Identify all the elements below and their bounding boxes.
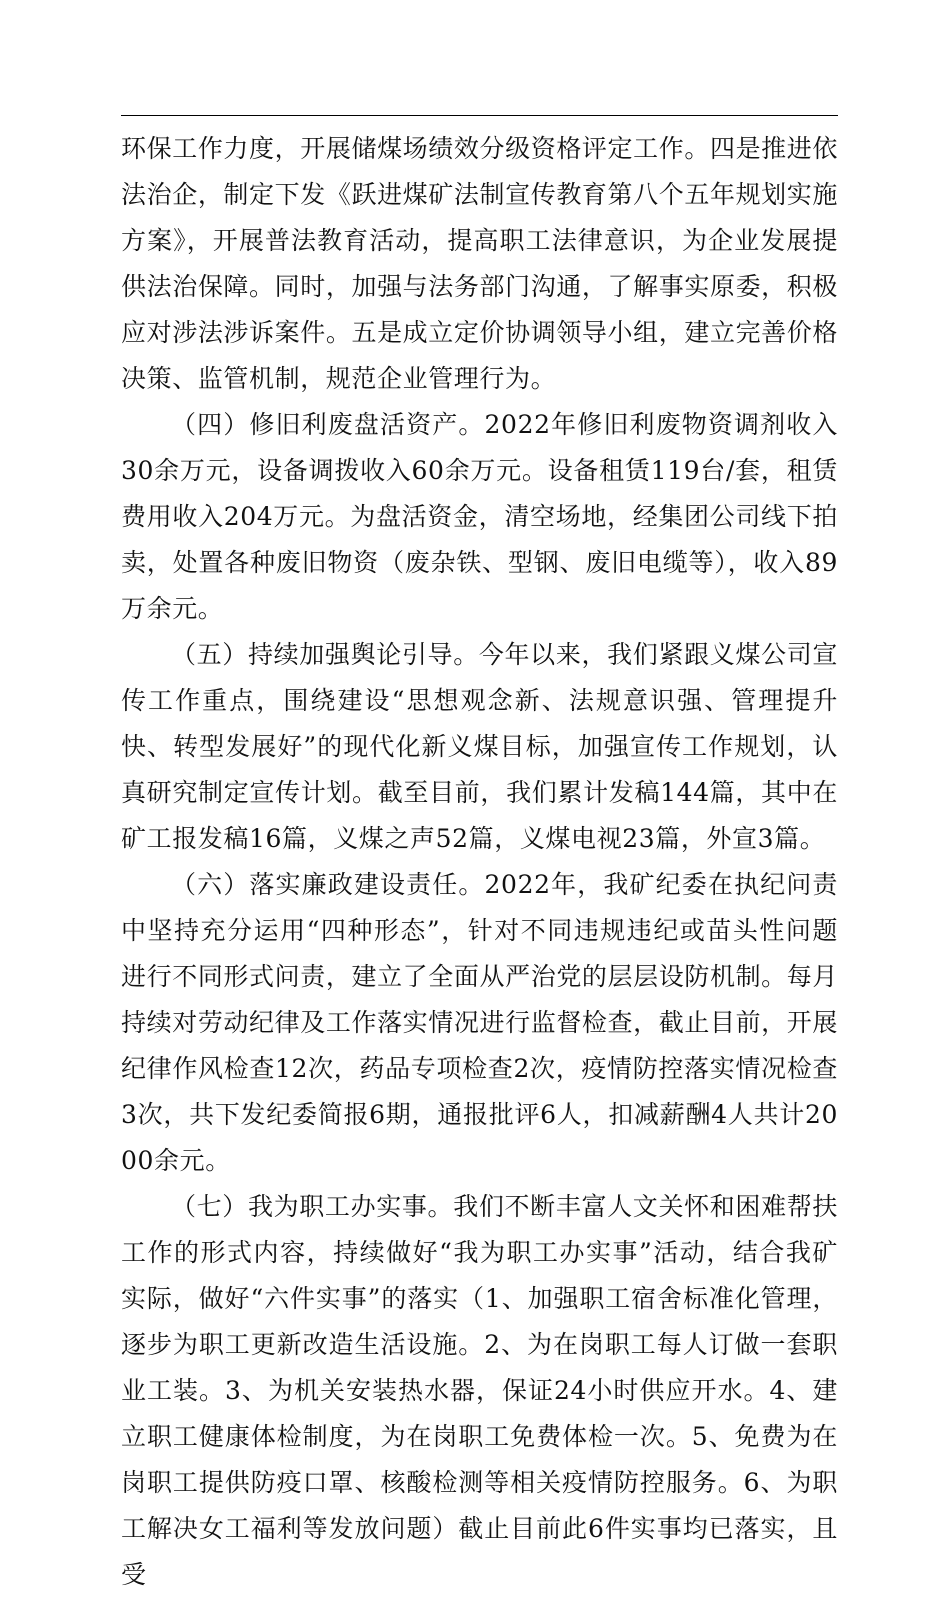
paragraph-continuation: 环保工作力度，开展储煤场绩效分级资格评定工作。四是推进依法治企，制定下发《跃进煤矿法制宣传教育第八个五年规划实施方案》，开展普法教育活动，提高职工法律意识，为企业发展提供法治保障。同时，加强与法务部门沟通，了解事实原委，积极应对涉法涉诉案件。五是成立定价协调领导小组，建立完善价格决策、监管机制，规范企业管理行为。 xyxy=(121,134,838,393)
paragraph-section-5: （五）持续加强舆论引导。今年以来，我们紧跟义煤公司宣传工作重点，围绕建设“思想观念新、法规意识强、管理提升快、转型发展好”的现代化新义煤目标，加强宣传工作规划，认真研究制定宣传计划。截至目前，我们累计发稿144篇，其中在矿工报发稿16篇，义煤之声52篇，义煤电视23篇，外宣3篇。 xyxy=(121,640,838,853)
header-rule xyxy=(121,115,838,116)
paragraph-section-6: （六）落实廉政建设责任。2022年，我矿纪委在执纪问责中坚持充分运用“四种形态”，针对不同违规违纪或苗头性问题进行不同形式问责，建立了全面从严治党的层层设防机制。每月持续对劳动纪律及工作落实情况进行监督检查，截止目前，开展纪律作风检查12次，药品专项检查2次，疫情防控落实情况检查3次，共下发纪委简报6期，通报批评6人，扣减薪酬4人共计2000余元。 xyxy=(121,870,838,1175)
document-body xyxy=(121,126,838,1598)
paragraph-section-4: （四）修旧利废盘活资产。2022年修旧利废物资调剂收入30余万元，设备调拨收入60余万元。设备租赁119台/套，租赁费用收入204万元。为盘活资金，清空场地，经集团公司线下拍卖，处置各种废旧物资（废杂铁、型钢、废旧电缆等），收入89万余元。 xyxy=(121,410,838,623)
paragraph-section-7: （七）我为职工办实事。我们不断丰富人文关怀和困难帮扶工作的形式内容，持续做好“我为职工办实事”活动，结合我矿实际，做好“六件实事”的落实（1、加强职工宿舍标准化管理，逐步为职工更新改造生活设施。2、为在岗职工每人订做一套职业工装。3、为机关安装热水器，保证24小时供应开水。4、建立职工健康体检制度，为在岗职工免费体检一次。5、免费为在岗职工提供防疫口罩、核酸检测等相关疫情防控服务。6、为职工解决女工福利等发放问题）截止目前此6件实事均已落实，且受 xyxy=(121,1192,838,1589)
